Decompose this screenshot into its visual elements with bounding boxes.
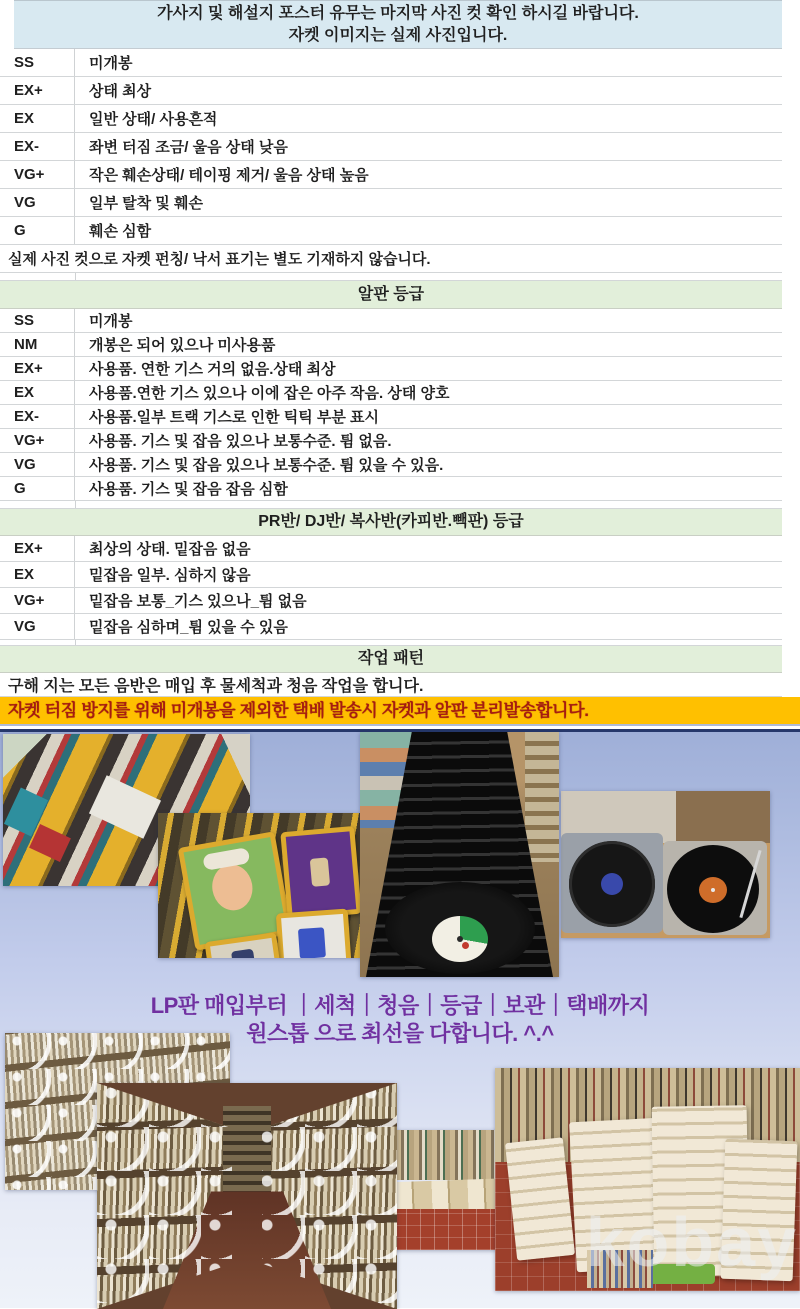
album-cover-detail bbox=[231, 949, 257, 958]
record-label-detail bbox=[457, 936, 463, 942]
pr-grade-table bbox=[0, 536, 782, 640]
grade-code: VG bbox=[0, 189, 75, 216]
grade-description: 좌변 터짐 조금/ 울음 상태 낮음 bbox=[89, 139, 288, 156]
spacer-row bbox=[0, 273, 782, 281]
grade-code: EX bbox=[0, 105, 75, 132]
grade-row bbox=[0, 105, 782, 133]
album-cover bbox=[280, 826, 361, 920]
grade-code: G bbox=[0, 217, 75, 244]
album-cover bbox=[178, 831, 293, 950]
grade-code: NM bbox=[0, 333, 75, 356]
album-cover-detail bbox=[209, 861, 256, 913]
grade-row bbox=[0, 333, 782, 357]
jacket-header bbox=[14, 0, 782, 49]
photo-detail bbox=[525, 732, 559, 862]
grade-description: 사용품.연한 기스 있으나 이에 잡은 아주 작음. 상태 양호 bbox=[89, 385, 450, 402]
grade-description: 사용품. 기스 및 잡음 잡음 심함 bbox=[89, 481, 288, 498]
grade-description: 사용품. 연한 기스 거의 없음.상태 최상 bbox=[89, 361, 336, 378]
slogan-line2: 원스톱 으로 최선을 다합니다. ^.^ bbox=[246, 1021, 554, 1046]
grade-description: 사용품. 기스 및 잡음 있으나 보통수준. 튐 있을 수 있음. bbox=[89, 457, 444, 474]
grade-row bbox=[0, 161, 782, 189]
photo-turntables bbox=[561, 791, 770, 938]
grade-code: EX- bbox=[0, 133, 75, 160]
grade-code: VG bbox=[0, 453, 75, 476]
record-section-title: 알판 등급 bbox=[0, 281, 782, 309]
grade-description: 훼손 심함 bbox=[89, 223, 152, 240]
photo-vinyl-stack bbox=[360, 732, 559, 977]
jacket-header-line2: 자켓 이미지는 실제 사진입니다. bbox=[288, 26, 508, 44]
record-label-detail bbox=[462, 942, 469, 949]
grade-code: EX bbox=[0, 381, 75, 404]
spindle-detail bbox=[711, 888, 715, 892]
grade-description: 상태 최상 bbox=[89, 83, 152, 100]
grade-code: EX bbox=[0, 562, 75, 587]
record-label-shape bbox=[601, 873, 623, 895]
box-stack-shape bbox=[505, 1137, 575, 1260]
grade-description: 밑잡음 일부. 심하지 않음 bbox=[89, 567, 251, 584]
grade-row bbox=[0, 562, 782, 588]
grade-row bbox=[0, 614, 782, 640]
grade-row bbox=[0, 429, 782, 453]
photo-record-aisle bbox=[97, 1083, 397, 1309]
grade-code: SS bbox=[0, 49, 75, 76]
grade-code: EX+ bbox=[0, 536, 75, 561]
grade-row bbox=[0, 49, 782, 77]
grade-description: 일반 상태/ 사용흔적 bbox=[89, 111, 218, 128]
grade-description: 사용품.일부 트랙 기스로 인한 틱틱 부분 표시 bbox=[89, 409, 379, 426]
work-note: 구해 지는 모든 음반은 매입 후 물세척과 청음 작업을 합니다. bbox=[0, 673, 782, 697]
spacer-row bbox=[0, 640, 782, 646]
record-label-shape bbox=[432, 916, 488, 962]
grade-description: 개봉은 되어 있으나 미사용품 bbox=[89, 337, 276, 354]
grade-description: 밑잡음 보통_기스 있으나_튐 없음 bbox=[89, 593, 307, 610]
grade-code: VG+ bbox=[0, 588, 75, 613]
grade-row bbox=[0, 405, 782, 429]
grade-code: VG+ bbox=[0, 161, 75, 188]
service-slogan bbox=[0, 992, 800, 1048]
kobay-watermark: kobay bbox=[585, 1203, 798, 1281]
grade-description: 미개봉 bbox=[89, 313, 133, 330]
grade-row bbox=[0, 189, 782, 217]
work-section-title: 작업 패턴 bbox=[0, 646, 782, 673]
grade-code: VG+ bbox=[0, 429, 75, 452]
photo-lp-crates-closeup bbox=[158, 813, 362, 958]
grade-row bbox=[0, 357, 782, 381]
grade-row bbox=[0, 477, 782, 501]
slogan-line1: LP판 매입부터 ｜세척｜청음｜등급｜보관｜택배까지 bbox=[150, 993, 650, 1018]
album-detail bbox=[29, 824, 71, 862]
album-cover bbox=[276, 909, 352, 958]
grade-code: SS bbox=[0, 309, 75, 332]
grade-row bbox=[0, 381, 782, 405]
grade-code: EX- bbox=[0, 405, 75, 428]
jacket-note: 실제 사진 컷으로 자켓 펀칭/ 낙서 표기는 별도 기재하지 않습니다. bbox=[0, 245, 782, 273]
grade-row bbox=[0, 453, 782, 477]
jacket-header-line1: 가사지 및 해설지 포스터 유무는 마지막 사진 컷 확인 하시길 바랍니다. bbox=[157, 4, 639, 22]
grade-row bbox=[0, 536, 782, 562]
grade-row bbox=[0, 133, 782, 161]
grade-description: 일부 탈착 및 훼손 bbox=[89, 195, 203, 212]
grade-row bbox=[0, 588, 782, 614]
grade-code: EX+ bbox=[0, 77, 75, 104]
grade-code: G bbox=[0, 477, 75, 500]
grade-code: EX+ bbox=[0, 357, 75, 380]
album-cover-detail bbox=[310, 857, 330, 886]
photo-collage-zone bbox=[0, 729, 800, 1308]
grade-row bbox=[0, 77, 782, 105]
grade-code: VG bbox=[0, 614, 75, 639]
spacer-row bbox=[0, 501, 782, 509]
pr-section-title: PR반/ DJ반/ 복사반(카피반.빽판) 등급 bbox=[0, 509, 782, 536]
shipping-warning-banner: 자켓 터짐 방지를 위해 미개봉을 제외한 택배 발송시 자켓과 알판 분리발송합니다. bbox=[0, 697, 800, 726]
album-cover-detail bbox=[298, 927, 326, 958]
grade-description: 밑잡음 심하며_튐 있을 수 있음 bbox=[89, 619, 288, 636]
grade-row bbox=[0, 217, 782, 245]
record-grade-table bbox=[0, 309, 782, 501]
grade-description: 작은 훼손상태/ 테이핑 제거/ 울음 상태 높음 bbox=[89, 167, 369, 184]
grade-description: 최상의 상태. 밑잡음 없음 bbox=[89, 541, 251, 558]
grade-description: 사용품. 기스 및 잡음 있으나 보통수준. 튐 없음. bbox=[89, 433, 392, 450]
album-detail bbox=[89, 775, 161, 838]
grade-row bbox=[0, 309, 782, 333]
jacket-grade-table bbox=[0, 49, 782, 245]
grade-description: 미개봉 bbox=[89, 55, 133, 72]
